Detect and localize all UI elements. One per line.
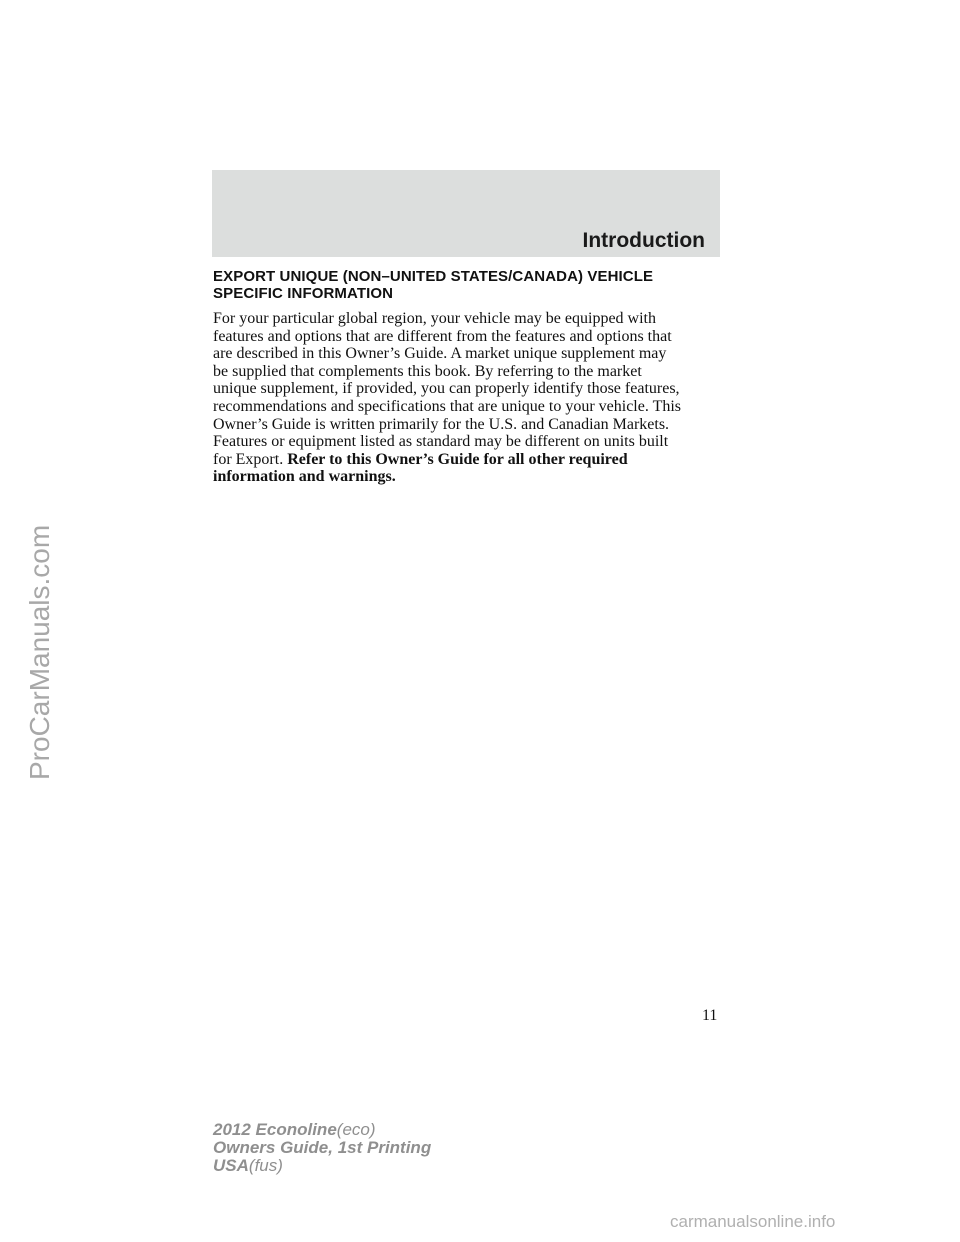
footer-market-code: (fus) [248, 1156, 283, 1175]
footer-model: 2012 Econoline [213, 1120, 337, 1139]
side-watermark: ProCarManuals.com [24, 524, 55, 780]
bold-note-line-2: information and warnings. [213, 468, 396, 486]
footer-line-2 [213, 1139, 431, 1157]
heading-line-2: SPECIFIC INFORMATION [213, 285, 394, 302]
document-footer [213, 1121, 431, 1175]
heading-line-1: EXPORT UNIQUE (NON–UNITED STATES/CANADA) VEHICLE [213, 268, 654, 285]
footer-model-code: (eco) [336, 1120, 376, 1139]
footer-line-1 [213, 1121, 431, 1139]
paragraph-line: unique supplement, if provided, you can properly identify those features, [213, 380, 680, 398]
bold-note-line-1: Refer to this Owner’s Guide for all other required [287, 450, 628, 468]
page-number: 11 [702, 1007, 718, 1024]
main-content [213, 268, 725, 486]
paragraph-line: Owner’s Guide is written primarily for the U.S. and Canadian Markets. [213, 415, 670, 433]
section-heading [213, 268, 725, 302]
paragraph-line: Features or equipment listed as standard may be different on units built [213, 433, 669, 451]
body-paragraph [213, 310, 725, 486]
footer-guide-edition: Owners Guide, 1st Printing [213, 1138, 432, 1157]
paragraph-line: recommendations and specifications that are unique to your vehicle. This [213, 397, 682, 415]
paragraph-line: For your particular global region, your vehicle may be equipped with [213, 310, 656, 327]
footer-market: USA [213, 1156, 249, 1175]
footer-line-3 [213, 1157, 431, 1175]
paragraph-line: features and options that are different from the features and options that [213, 327, 672, 345]
bottom-watermark: carmanualsonline.info [670, 1212, 836, 1231]
section-header-band [212, 170, 720, 257]
paragraph-line: be supplied that complements this book. By referring to the market [213, 362, 642, 380]
section-title: Introduction [582, 229, 705, 252]
paragraph-line-prefix: for Export. [213, 450, 288, 468]
paragraph-line: are described in this Owner’s Guide. A market unique supplement may [213, 345, 667, 363]
